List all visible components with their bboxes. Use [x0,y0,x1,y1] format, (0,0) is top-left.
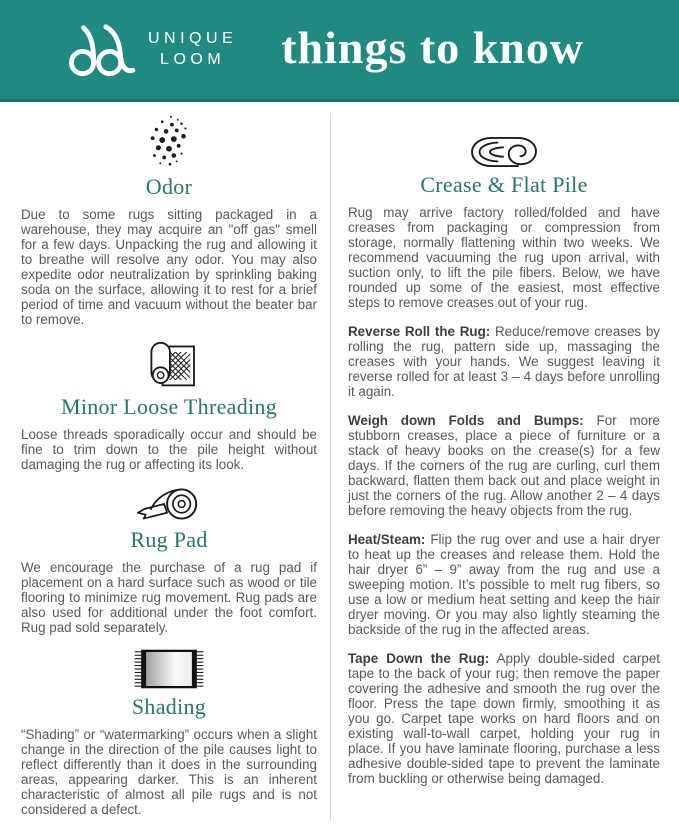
brand [62,21,237,79]
tip-heat-steam-label: Heat/Steam: [348,532,426,547]
section-crease-heading: Crease & Flat Pile [420,172,588,197]
brand-wordmark [148,29,237,71]
tip-weigh-down-body: For more stubborn creases, place a piece of furniture or a stack of heavy books on the crease(s) for a few days. If the corners of the rug are curling, curl them backward, flatten them back out and place weight in just the corners of the rug. Allow another 2 – 4 days before removing the heavy objects from the rug. [348,413,660,518]
section-crease-icon-wrap [348,136,660,168]
brand-line-1: UNIQUE [148,29,238,47]
section-shading-icon-wrap [21,648,317,690]
tip-reverse-roll-body: Reduce/remove creases by rolling the rug, pattern side up, massaging the creases with your hands. We suggest leaving it reverse rolled for at least 3 – 4 days before unrolling it again. [348,324,660,399]
unique-loom-logo-icon [62,21,136,79]
section-rug-pad-body: We encourage the purchase of a rug pad if placement on a hard surface such as wood or tile flooring to minimize rug movement. Rug pads are also used for additional under the foot comfort. Rug pad sold separately. [21,560,317,635]
section-rug-pad [21,485,317,635]
page-title: things to know [281,22,585,73]
brand-line-2: LOOM [160,50,226,68]
section-threading-icon-wrap [21,340,317,390]
rolled-rug-side-icon [468,136,540,168]
section-odor [21,114,317,327]
rolled-rug-crosshatch-icon [138,340,200,390]
left-column [0,114,331,821]
tip-tape-down-body: Apply double-sided carpet tape to the back of your rug; then remove the paper covering the adhesive and smooth the rug over the floor. Press the tape down firmly, smoothing it as you go. Carpet tape works on hard floors and on existing wall-to-wall carpet, holding your rug in place. If you have laminate flooring, purchase a less adhesive double-sided tape to prevent the laminate from buckling or otherwise being damaged. [348,651,660,786]
section-shading-body: “Shading” or “watermarking” occurs when a slight change in the direction of the pile causes light to reflect differently than it does in the surrounding areas, appearing darker. This is an inherent characteristic of almost all pile rugs and is not considered a defect. [21,727,317,817]
section-threading-body: Loose threads sporadically occur and should be fine to trim down to the pile height without damaging the rug or affecting its look. [21,427,317,472]
content [0,102,679,821]
section-rug-pad-heading: Rug Pad [130,527,208,552]
tip-weigh-down [348,413,660,518]
section-odor-heading: Odor [145,174,193,199]
section-crease-intro: Rug may arrive factory rolled/folded and have creases from packaging or compression from storage, normally flattening within two weeks. We recommend vacuuming the rug upon arrival, with suction only, to lift the pile fibers. Below, we have rounded up some of the easiest, most effective steps to remove creases out of your rug. [348,205,660,310]
section-crease [348,136,660,310]
header [0,0,679,102]
section-odor-body: Due to some rugs sitting packaged in a warehouse, they may acquire an "off gas" smell for a few days. Unpacking the rug and allowing it to breathe will resolve any odor. You may also expedite odor neutralization by sprinkling baking soda on the surface, allowing it to rest for a brief period of time and vacuum without the beater bar to remove. [21,207,317,327]
section-shading-heading: Shading [131,694,207,719]
tip-reverse-roll [348,324,660,399]
tip-heat-steam-body: Flip the rug over and use a hair dryer to heat up the creases and release them. Hold the hair dryer 6” – 9” away from the rug and use a sweeping motion. It’s possible to melt rug fibers, so use a low or medium heat setting and keep the hair dryer moving. Or you may also lightly steaming the backside of the rug in the affected areas. [348,532,660,637]
odor-dots-icon [145,114,193,170]
fringed-rug-shading-icon [131,648,207,690]
rug-pad-roll-icon [135,485,203,523]
tip-weigh-down-label: Weigh down Folds and Bumps: [348,413,584,428]
section-threading-heading: Minor Loose Threading [60,394,278,419]
section-odor-icon-wrap [21,114,317,170]
right-column [331,114,679,821]
tip-reverse-roll-label: Reverse Roll the Rug: [348,324,491,339]
section-shading [21,648,317,817]
section-rug-pad-icon-wrap [21,485,317,523]
tip-tape-down [348,651,660,786]
tip-heat-steam [348,532,660,637]
section-threading [21,340,317,472]
tip-tape-down-label: Tape Down the Rug: [348,651,490,666]
